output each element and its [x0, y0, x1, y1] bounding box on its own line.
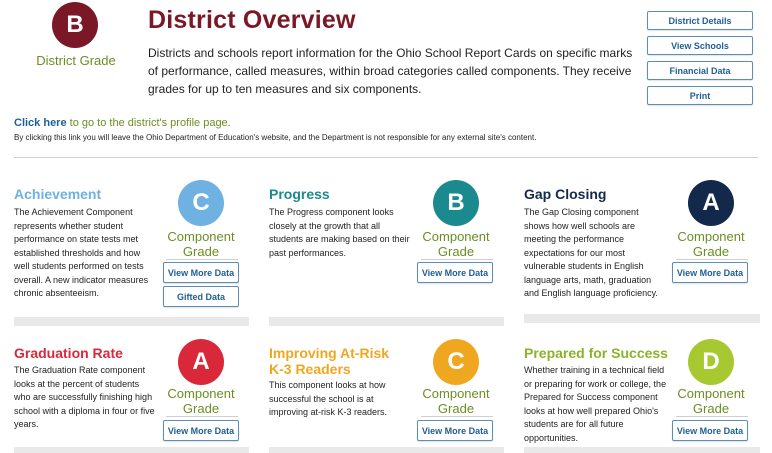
k3-readers-grade-circle: C [433, 339, 479, 385]
graduation-rate-label-rule [166, 416, 238, 417]
gap-closing-label-rule [676, 259, 748, 260]
financial-data-button[interactable]: Financial Data [647, 61, 753, 80]
header-divider [14, 157, 758, 158]
prepared-for-success-grade-label: Component Grade [677, 386, 745, 416]
progress-title: Progress [269, 186, 330, 202]
progress-label-rule [421, 259, 493, 260]
prepared-for-success-label-rule [676, 416, 748, 417]
prepared-for-success-view-more-button[interactable]: View More Data [672, 420, 748, 441]
profile-line [14, 117, 231, 129]
progress-description: The Progress component looks closely at the growth that all students are making based on their past performances. [269, 207, 410, 258]
bottom-separator [14, 447, 249, 453]
district-details-button[interactable]: District Details [647, 11, 753, 30]
graduation-rate-view-more-button[interactable]: View More Data [163, 420, 239, 441]
k3-readers-title: Improving At-Risk K-3 Readers [269, 345, 390, 377]
gap-closing-grade-label: Component Grade [677, 229, 745, 259]
profile-link[interactable]: Click here [14, 117, 67, 129]
progress-grade-circle: B [433, 180, 479, 226]
external-site-disclaimer: By clicking this link you will leave the Ohio Department of Education's website, and the Department is not responsible for any external site's content. [14, 133, 537, 142]
graduation-rate-description: The Graduation Rate component looks at the percent of students who are successfully finishing high school with a diploma in four or five years. [14, 365, 155, 429]
prepared-for-success-grade-circle: D [688, 339, 734, 385]
view-schools-button[interactable]: View Schools [647, 36, 753, 55]
intro-text: Districts and schools report information for the Ohio School Report Cards on specific marks of performance, called measures, within broad categories called components. They receive grades for up to ten measures and six components. [148, 46, 633, 96]
bottom-separator [524, 447, 760, 453]
prepared-for-success-title: Prepared for Success [524, 345, 668, 361]
achievement-grade-circle: C [178, 180, 224, 226]
graduation-rate-title: Graduation Rate [14, 345, 123, 361]
row-separator [14, 317, 249, 326]
progress-view-more-button[interactable]: View More Data [417, 262, 493, 283]
achievement-title: Achievement [14, 186, 102, 202]
row-separator [269, 317, 504, 326]
page-title: District Overview [148, 6, 356, 34]
gap-closing-view-more-button[interactable]: View More Data [672, 262, 748, 283]
k3-readers-description: This component looks at how successful the school is at improving at-risk K-3 readers. [269, 380, 388, 417]
district-grade-circle: B [52, 2, 98, 48]
gap-closing-title: Gap Closing [524, 186, 607, 202]
achievement-grade-label: Component Grade [167, 229, 235, 259]
profile-link-description: to go to the district's profile page. [66, 117, 231, 129]
row-separator [524, 314, 760, 323]
gifted-data-button[interactable]: Gifted Data [163, 286, 239, 307]
achievement-description: The Achievement Component represents whether student performance on state tests met established thresholds and how well students performed on tests overall. A new indicator measures chronic absenteeism. [14, 207, 149, 298]
print-button[interactable]: Print [647, 86, 753, 105]
bottom-separator [269, 447, 504, 453]
gap-closing-grade-circle: A [688, 180, 734, 226]
k3-readers-view-more-button[interactable]: View More Data [417, 420, 493, 441]
graduation-rate-grade-label: Component Grade [167, 386, 235, 416]
prepared-for-success-description: Whether training in a technical field or preparing for work or college, the Prepared for Success component looks at how well prepared Ohio's students are for all future opportunities. [524, 365, 667, 443]
achievement-view-more-button[interactable]: View More Data [163, 262, 239, 283]
k3-readers-label-rule [421, 416, 493, 417]
progress-grade-label: Component Grade [422, 229, 490, 259]
graduation-rate-grade-circle: A [178, 339, 224, 385]
k3-readers-grade-label: Component Grade [422, 386, 490, 416]
district-grade-label: District Grade [36, 53, 116, 68]
gap-closing-description: The Gap Closing component shows how well schools are meeting the performance expectations for our most vulnerable students in English language arts, math, graduation and English language proficiency. [524, 207, 658, 298]
achievement-label-rule [166, 259, 238, 260]
